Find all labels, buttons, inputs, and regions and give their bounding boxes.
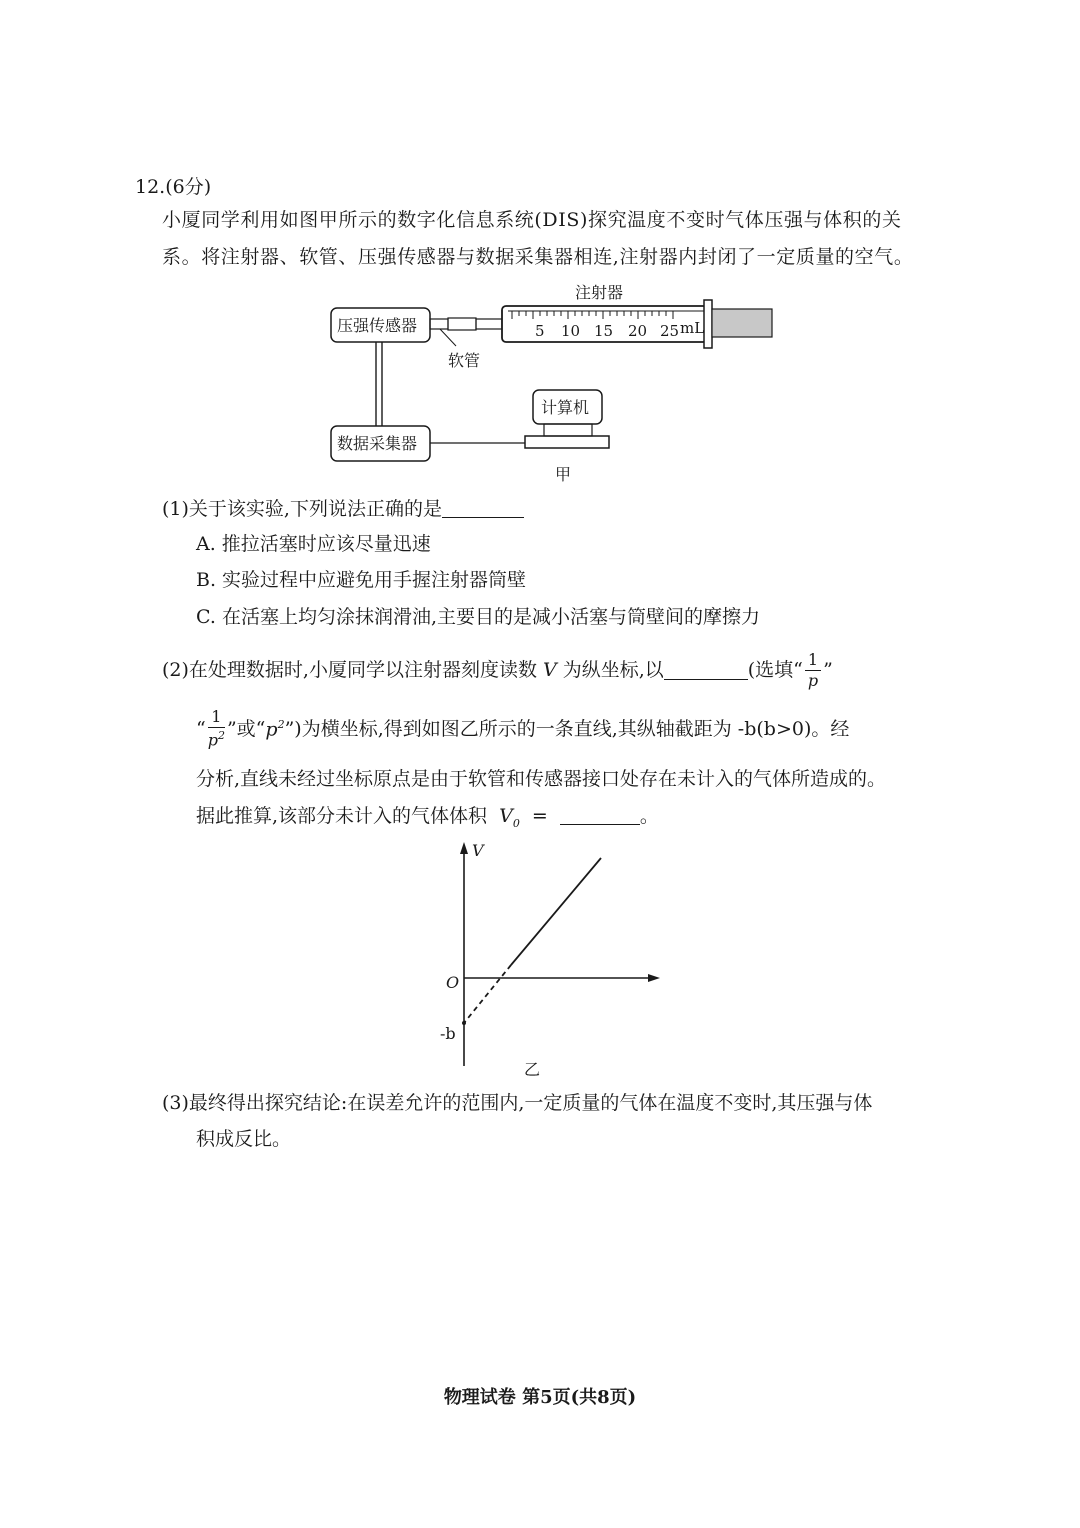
fraction-one-over-p-squared-den: $p^2$: [207, 729, 225, 750]
plunger-rod: [712, 309, 772, 337]
part1-answer-blank: [442, 499, 524, 518]
part2-var-v: V: [542, 658, 557, 681]
tube-connector: [430, 319, 448, 329]
scale-label-5: 5: [535, 322, 545, 340]
part3-line-1: (3)最终得出探究结论:在误差允许的范围内,一定质量的气体在温度不变时,其压强与体: [162, 1092, 873, 1114]
part2-line2-a: ”或“: [226, 717, 266, 740]
graph-extrapolation-line: [464, 965, 511, 1023]
tube: [448, 318, 476, 330]
question-number: 12.: [135, 176, 166, 198]
v0-letter: V: [499, 805, 513, 827]
syringe-label: 注射器: [575, 283, 624, 302]
part1-option-c: C. 在活塞上均匀涂抹润滑油,主要目的是减小活塞与筒壁间的摩擦力: [196, 606, 760, 628]
part2-line-3: 分析,直线未经过坐标原点是由于软管和传感器接口处存在未计入的气体所造成的。: [196, 768, 887, 790]
graph-x-axis-arrow: [648, 974, 660, 982]
part2-line4-end: 。: [639, 805, 659, 827]
figure-yi-graph: [430, 838, 670, 1078]
part2-v0-blank: [560, 806, 640, 825]
computer-base: [525, 436, 609, 448]
question-header: [135, 178, 211, 197]
part1-stem: (1)关于该实验,下列说法正确的是: [162, 498, 442, 520]
computer-label: 计算机: [541, 398, 590, 417]
data-collector-label: 数据采集器: [337, 434, 418, 453]
fraction-one-over-p-squared-num: 1: [208, 709, 225, 728]
fraction-one-over-p-den: p: [807, 670, 819, 690]
page-footer: 物理试卷 第5页(共8页): [443, 1387, 637, 1408]
part2-line2-b: ”)为横坐标,得到如图乙所示的一条直线,其纵轴截距为: [284, 717, 732, 740]
graph-y-axis-label: V: [472, 841, 484, 860]
part2-line-2: [196, 704, 849, 754]
graph-intercept-point: [462, 1021, 466, 1025]
part2-var-p: p: [265, 718, 278, 741]
intro-line-1: 小厦同学利用如图甲所示的数字化信息系统(DIS)探究温度不变时气体压强与体积的关: [162, 209, 902, 231]
computer-stand: [544, 424, 592, 436]
intro-line-2: 系。将注射器、软管、压强传感器与数据采集器相连,注射器内封闭了一定质量的空气。: [162, 246, 914, 268]
graph-intercept-label: -b: [440, 1024, 456, 1043]
fraction-den-p: p: [207, 730, 218, 750]
part2-line1-b: 为纵坐标,以: [562, 658, 664, 681]
part2-var-p-squared: $p^2$: [265, 717, 285, 741]
syringe-piston: [704, 300, 712, 348]
part1-stem-line: [162, 499, 524, 519]
question-score: (6分): [165, 176, 212, 198]
figure-yi-caption: 乙: [524, 1060, 541, 1078]
part2-line1-a: (2)在处理数据时,小厦同学以注射器刻度读数: [162, 658, 537, 681]
pressure-sensor-label: 压强传感器: [337, 316, 418, 335]
part2-quote-close: ”: [823, 658, 833, 681]
tube-leader-line: [440, 329, 456, 346]
figure-jia-caption: 甲: [555, 465, 572, 484]
part1-option-b: B. 实验过程中应避免用手握注射器筒壁: [196, 569, 527, 591]
tube-label: 软管: [448, 351, 481, 370]
fraction-one-over-p: [805, 649, 821, 690]
scale-label-20: 20: [628, 322, 648, 340]
v0-symbol: [499, 805, 520, 830]
fraction-one-over-p-squared: [208, 709, 225, 748]
part3-line-2: 积成反比。: [196, 1128, 292, 1150]
figure-jia-apparatus: [320, 280, 790, 490]
part2-quote-open: “: [196, 717, 206, 740]
part2-intercept: -b(b>0)。经: [737, 717, 850, 740]
scale-unit: mL: [680, 319, 705, 337]
scale-label-10: 10: [561, 322, 581, 340]
v0-subscript: 0: [512, 816, 520, 830]
graph-y-axis-arrow: [460, 842, 468, 854]
part2-line1-c: (选填“: [747, 658, 803, 681]
syringe-nozzle: [476, 319, 502, 329]
part2-line-4: [196, 806, 659, 829]
part2-axis-blank: [664, 661, 748, 680]
graph-origin-label: O: [446, 973, 460, 992]
part2-equals: =: [531, 805, 548, 827]
part2-line-1: [162, 645, 833, 695]
part2-line4-a: 据此推算,该部分未计入的气体体积: [196, 805, 488, 827]
scale-label-25: 25: [660, 322, 680, 340]
fraction-one-over-p-num: 1: [805, 652, 821, 671]
scale-label-15: 15: [594, 322, 614, 340]
graph-data-line: [511, 858, 601, 965]
part1-option-a: A. 推拉活塞时应该尽量迅速: [196, 533, 431, 555]
